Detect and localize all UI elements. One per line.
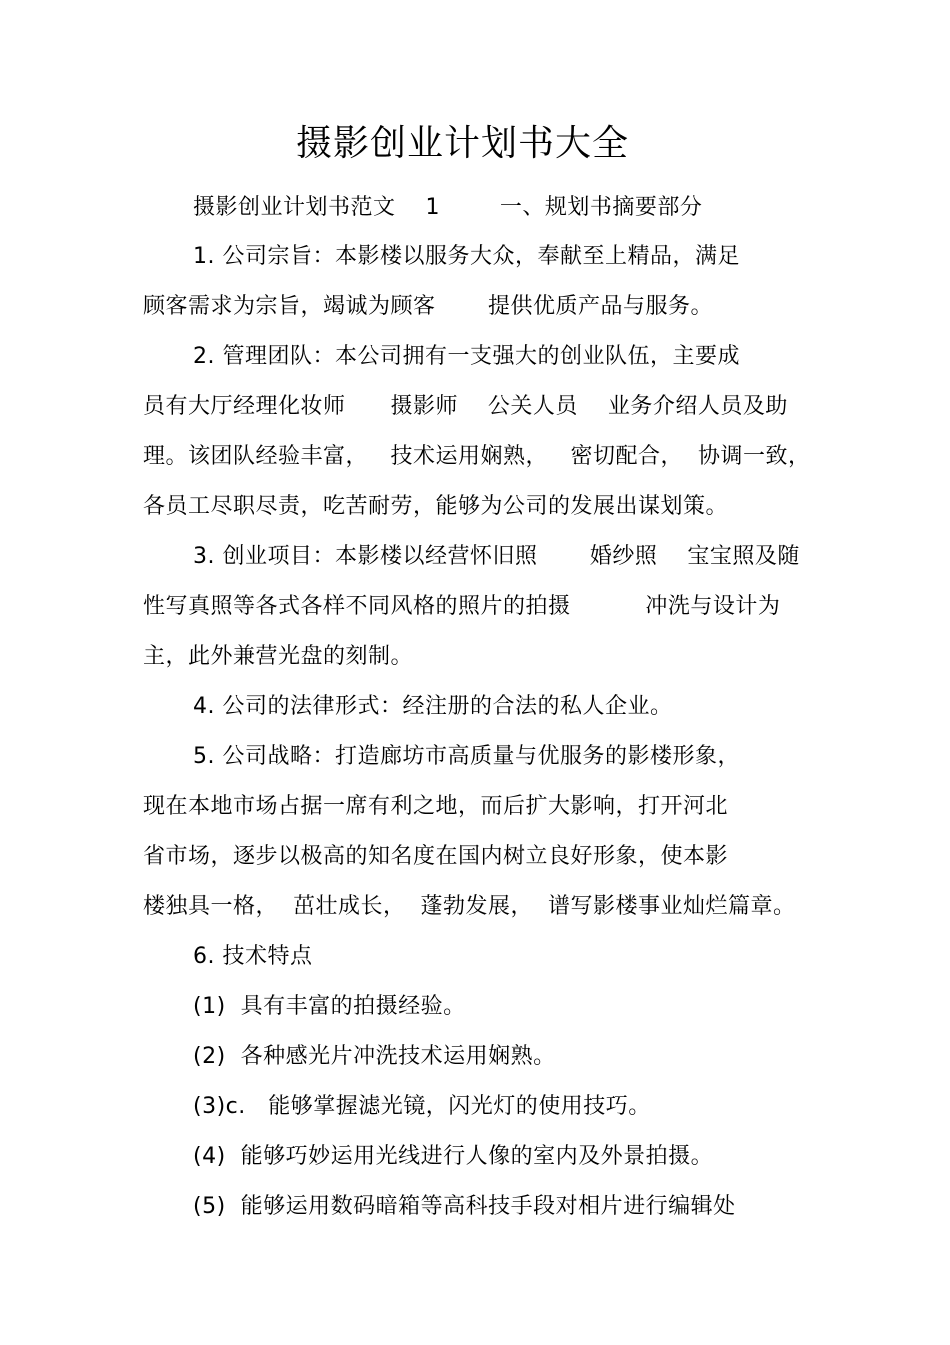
list-item: (4) 能够巧妙运用光线进行人像的室内及外景拍摄。 xyxy=(193,1144,714,1169)
paragraph-line: 主，此外兼营光盘的刻制。 xyxy=(143,644,414,669)
paragraph-line: 1. 公司宗旨：本影楼以服务大众，奉献至上精品，满足 xyxy=(193,244,740,269)
paragraph-line: 3. 创业项目：本影楼以经营怀旧照 婚纱照 宝宝照及随 xyxy=(193,544,800,569)
list-item: (1) 具有丰富的拍摄经验。 xyxy=(193,994,466,1019)
list-item: (2) 各种感光片冲洗技术运用娴熟。 xyxy=(193,1044,556,1069)
list-item: (3)c. 能够掌握滤光镜，闪光灯的使用技巧。 xyxy=(193,1094,651,1119)
intro-line: 摄影创业计划书范文 1 一、规划书摘要部分 xyxy=(193,195,703,220)
paragraph-line: 性写真照等各式各样不同风格的照片的拍摄 冲洗与设计为 xyxy=(143,594,781,619)
paragraph-line: 5. 公司战略：打造廊坊市高质量与优服务的影楼形象， xyxy=(193,744,740,769)
paragraph-line: 楼独具一格， 茁壮成长， 蓬勃发展， 谱写影楼事业灿烂篇章。 xyxy=(143,894,796,919)
page-title: 摄影创业计划书大全 xyxy=(295,123,629,164)
paragraph-line: 各员工尽职尽责，吃苦耐劳，能够为公司的发展出谋划策。 xyxy=(143,494,729,519)
paragraph-line: 4. 公司的法律形式：经注册的合法的私人企业。 xyxy=(193,694,673,719)
paragraph-line: 2. 管理团队：本公司拥有一支强大的创业队伍，主要成 xyxy=(193,344,740,369)
list-item: (5) 能够运用数码暗箱等高科技手段对相片进行编辑处 xyxy=(193,1194,736,1219)
paragraph-line: 现在本地市场占据一席有利之地，而后扩大影响，打开河北 xyxy=(143,794,729,819)
section-heading: 6. 技术特点 xyxy=(193,944,313,969)
paragraph-line: 省市场，逐步以极高的知名度在国内树立良好形象，使本影 xyxy=(143,844,729,869)
paragraph-line: 顾客需求为宗旨，竭诚为顾客 提供优质产品与服务。 xyxy=(143,294,713,319)
paragraph-line: 员有大厅经理化妆师 摄影师 公关人员 业务介绍人员及助 xyxy=(143,394,788,419)
paragraph-line: 理。该团队经验丰富， 技术运用娴熟， 密切配合， 协调一致， xyxy=(143,444,811,469)
